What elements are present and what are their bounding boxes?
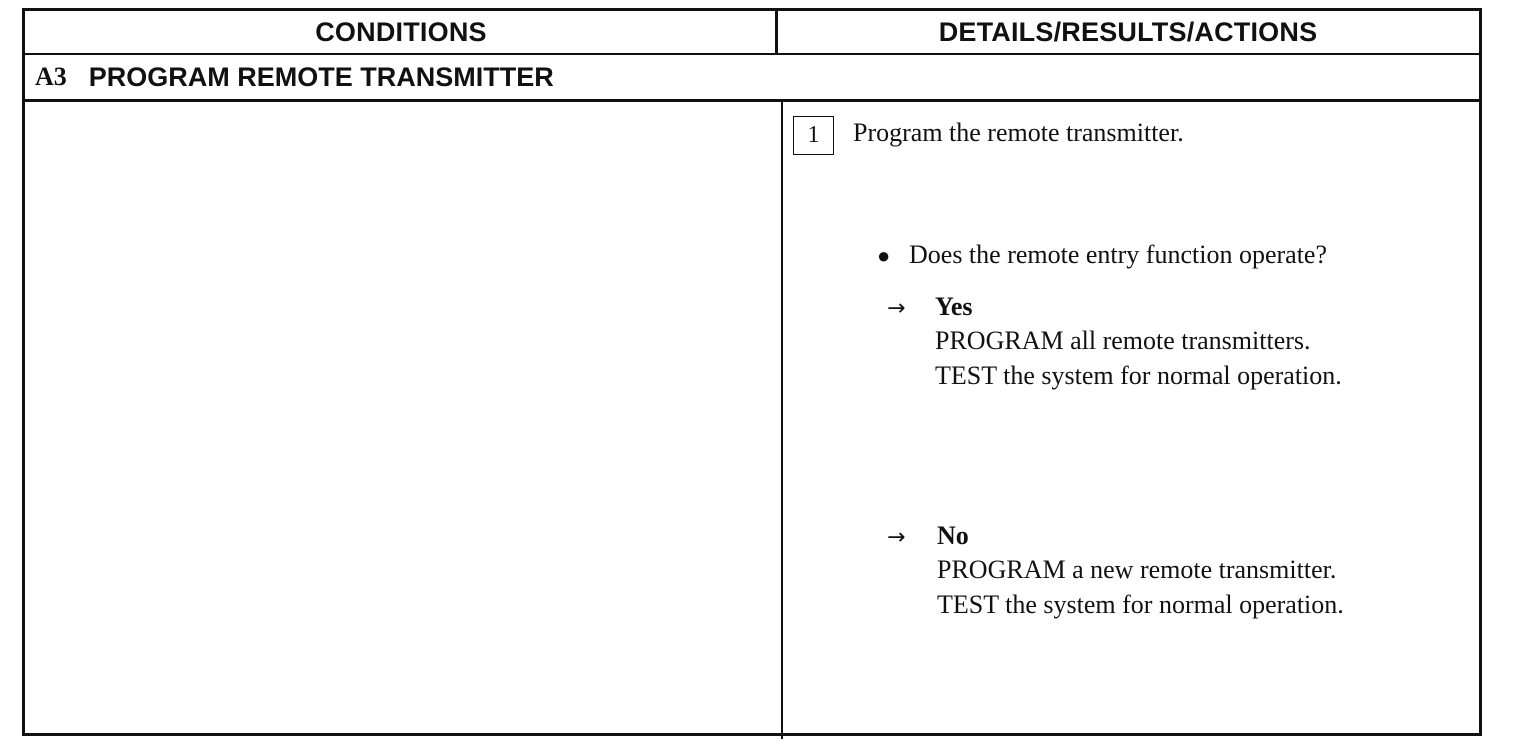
step-instruction: Program the remote transmitter.: [853, 118, 1184, 147]
yes-action-1: PROGRAM all remote transmitters.: [935, 326, 1311, 355]
section-title: PROGRAM REMOTE TRANSMITTER: [88, 61, 554, 92]
details-header: DETAILS/RESULTS/ACTIONS: [938, 16, 1318, 47]
section-id: A3: [35, 62, 67, 91]
yes-action-2: TEST the system for normal operation.: [935, 361, 1342, 390]
no-action-1: PROGRAM a new remote transmitter.: [937, 555, 1337, 584]
step-number-box: 1: [793, 116, 834, 155]
no-label: No: [937, 521, 969, 550]
bullet-icon: ●: [877, 243, 891, 268]
yes-arrow-icon: →: [887, 296, 906, 321]
no-arrow-icon: →: [887, 525, 906, 550]
diagnostic-table: [22, 8, 1482, 736]
column-divider: [781, 102, 783, 739]
step-question: Does the remote entry function operate?: [909, 240, 1327, 269]
no-action-2: TEST the system for normal operation.: [937, 590, 1344, 619]
section-rule: [25, 99, 1479, 102]
yes-label: Yes: [935, 292, 973, 321]
conditions-header: CONDITIONS: [315, 16, 487, 47]
section-row: [25, 55, 1479, 99]
